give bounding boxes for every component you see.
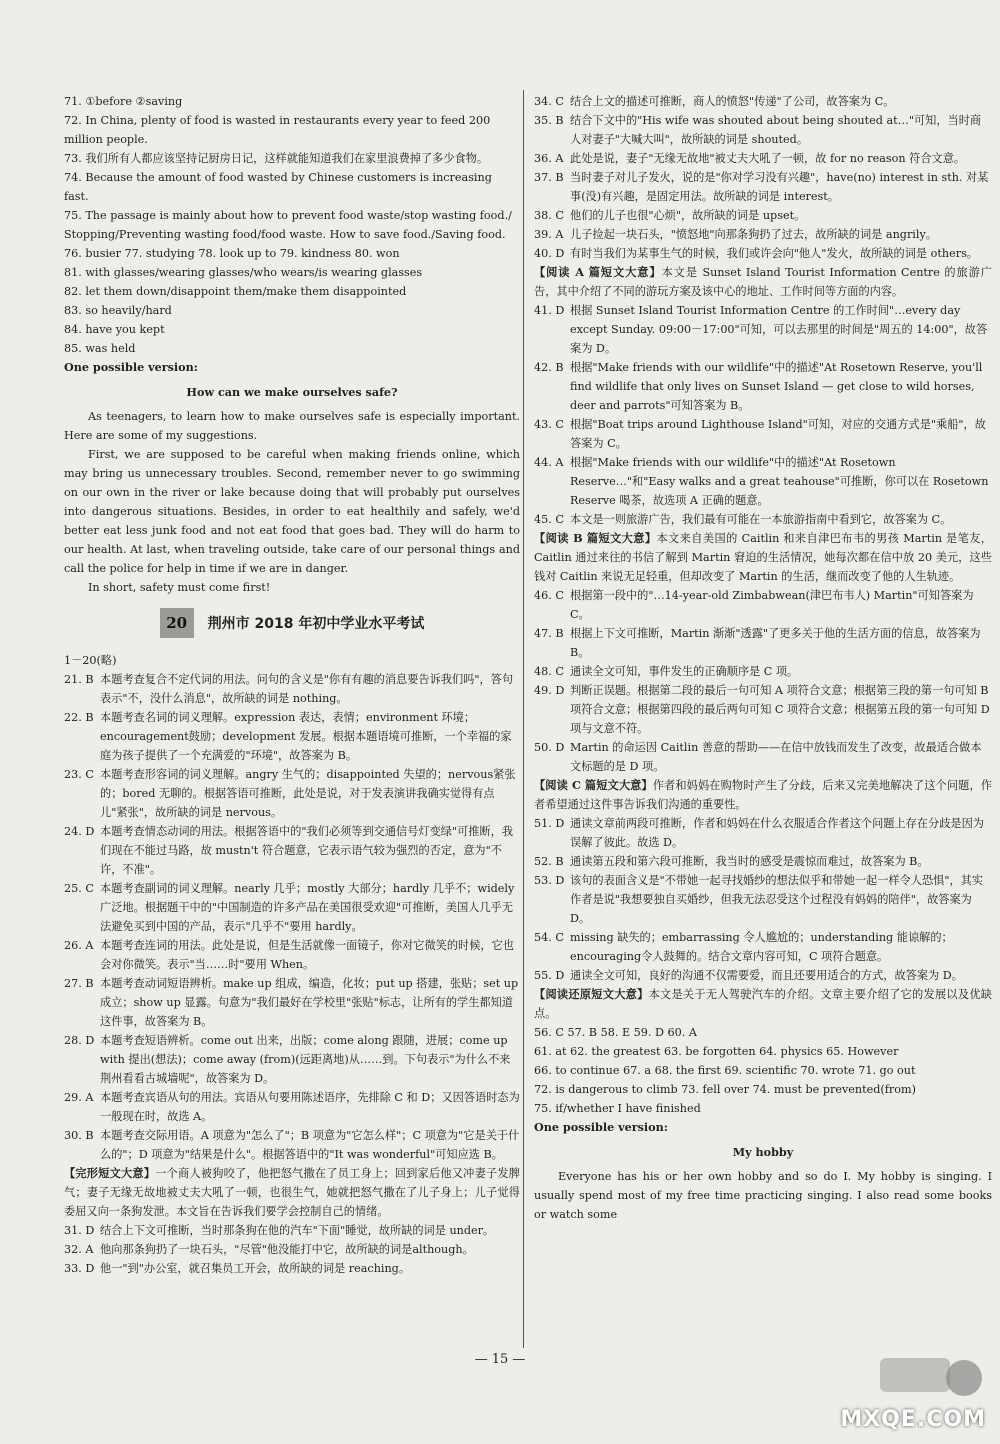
answer-line: 74. Because the amount of food wasted by Chinese customers is increasing fast. bbox=[64, 171, 492, 203]
answer-explanation: 当时妻子对儿子发火，说的是"你对学习没有兴趣"，have(no) interest in sth. 对某事(没)有兴趣，是固定用法。故所缺的词是 interest。 bbox=[570, 171, 989, 203]
possible-version-label: One possible version: bbox=[64, 360, 198, 374]
answer-key: 28. D bbox=[64, 1034, 95, 1047]
cloze-title: 【完形短文大意】 bbox=[64, 1166, 156, 1180]
answer-item bbox=[64, 1221, 520, 1240]
answer-key: 43. C bbox=[534, 418, 564, 431]
answer-explanation: 本题考查情态动词的用法。根据答语中的"我们必须等到交通信号灯变绿"可推断，我们现在不能过马路，故 mustn't 符合题意，它表示语气较为强烈的否定，意为"不许，不准"。 bbox=[100, 825, 514, 876]
answer-line: 83. so heavily/hard bbox=[64, 304, 172, 317]
answer-key: 52. B bbox=[534, 855, 564, 868]
answer-list-31-33 bbox=[64, 1221, 520, 1278]
answer-explanation: 根据第一段中的"…14-year-old Zimbabwean(津巴布韦人) Martin"可知答案为 C。 bbox=[570, 589, 974, 621]
answer-explanation: 通读全文可知，事件发生的正确顺序是 C 项。 bbox=[570, 665, 799, 678]
answer-key: 51. D bbox=[534, 817, 565, 830]
answer-item bbox=[534, 453, 992, 510]
answer-line: 75. if/whether I have finished bbox=[534, 1102, 701, 1115]
readC-text: 作者和妈妈在购物时产生了分歧，后来又完美地解决了这个问题，作者希望通过这件事告诉我们沟通的重要性。 bbox=[534, 779, 992, 811]
answer-key: 41. D bbox=[534, 304, 565, 317]
answer-line: 76. busier 77. studying 78. look up to 79. kindness 80. won bbox=[64, 247, 400, 260]
answer-line: 73. 我们所有人都应该坚持记厨房日记，这样就能知道我们在家里浪费掉了多少食物。 bbox=[64, 152, 489, 165]
answer-item bbox=[534, 624, 992, 662]
answer-key: 31. D bbox=[64, 1224, 95, 1237]
readR-title: 【阅读还原短文大意】 bbox=[534, 987, 649, 1001]
answer-line: 66. to continue 67. a 68. the first 69. scientific 70. wrote 71. go out bbox=[534, 1064, 916, 1077]
answer-item bbox=[64, 936, 520, 974]
answer-explanation: 通读全文可知，良好的沟通不仅需要爱，而且还要用适合的方式，故答案为 D。 bbox=[570, 969, 963, 982]
answer-key: 32. A bbox=[64, 1243, 94, 1256]
answer-key: 34. C bbox=[534, 95, 564, 108]
essay-paragraph: As teenagers, to learn how to make ourselves safe is especially important. Here are some of my suggestions. bbox=[64, 410, 520, 442]
answer-item bbox=[534, 206, 992, 225]
answer-line: 72. In China, plenty of food is wasted in restaurants every year to feed 200 million people. bbox=[64, 114, 491, 146]
answer-explanation: 根据"Make friends with our wildlife"中的描述"At Rosetown Reserve, you'll find wildlife that only lives on Sunset Island — get close to wild horses, deer and parrots"可知答案为 B。 bbox=[570, 361, 983, 412]
page-number: — 15 — bbox=[474, 1352, 526, 1367]
answer-item bbox=[534, 358, 992, 415]
left-column bbox=[64, 92, 520, 1278]
answer-item bbox=[64, 1240, 520, 1259]
answer-explanation: 通读第五段和第六段可推断，我当时的感受是震惊而难过，故答案为 B。 bbox=[570, 855, 929, 868]
answer-explanation: 本题考查名词的词义理解。expression 表达，表情；environment 环境；encouragement鼓励；development 发展。根据本题语境可推断，一个幸福的家庭为孩子提供了一个充满爱的"环境"，故答案为 B。 bbox=[100, 711, 512, 762]
answer-key: 55. D bbox=[534, 969, 565, 982]
readA-summary bbox=[534, 263, 992, 301]
answer-key: 26. A bbox=[64, 939, 94, 952]
answer-key: 50. D bbox=[534, 741, 565, 754]
answer-line: 81. with glasses/wearing glasses/who wears/is wearing glasses bbox=[64, 266, 423, 279]
essay-title: How can we make ourselves safe? bbox=[186, 385, 398, 399]
exam-header bbox=[64, 605, 520, 641]
answer-explanation: 本文是一则旅游广告，我们最有可能在一本旅游指南中看到它，故答案为 C。 bbox=[570, 513, 952, 526]
answer-explanation: 他向那条狗扔了一块石头，"尽管"他没能打中它，故所缺的词是although。 bbox=[100, 1243, 474, 1256]
answer-explanation: 本题考查副词的词义理解。nearly 几乎；mostly 大部分；hardly 几乎不；widely 广泛地。根据题干中的"中国制造的许多产品在美国很受欢迎"可推断，美国人几乎无法避免买到中国的产品，表示"几乎不"要用 hardly。 bbox=[100, 882, 515, 933]
answer-list-51-55 bbox=[534, 814, 992, 985]
answer-key: 36. A bbox=[534, 152, 564, 165]
answer-key: 22. B bbox=[64, 711, 94, 724]
column-divider bbox=[523, 90, 524, 1348]
answer-item bbox=[534, 92, 992, 111]
answer-explanation: 通读文章前两段可推断，作者和妈妈在什么衣服适合作者这个问题上存在分歧是因为误解了彼此。故选 D。 bbox=[570, 817, 984, 849]
watermark-text: MXQE.COM bbox=[840, 1407, 986, 1432]
answer-key: 25. C bbox=[64, 882, 94, 895]
answer-key: 44. A bbox=[534, 456, 564, 469]
essay-title-2: My hobby bbox=[732, 1145, 794, 1159]
answer-item bbox=[534, 738, 992, 776]
answer-explanation: 有时当我们为某事生气的时候，我们或许会向"他人"发火，故所缺的词是 others。 bbox=[570, 247, 978, 260]
answers-71-85 bbox=[64, 92, 520, 358]
answer-key: 21. B bbox=[64, 673, 94, 686]
answer-explanation: 他一"到"办公室，就召集员工开会，故所缺的词是 reaching。 bbox=[100, 1262, 411, 1275]
answers-56-75 bbox=[534, 1023, 992, 1118]
answer-item bbox=[534, 586, 992, 624]
readC-summary bbox=[534, 776, 992, 814]
answer-key: 47. B bbox=[534, 627, 564, 640]
answer-explanation: 他们的儿子也很"心烦"，故所缺的词是 upset。 bbox=[570, 209, 806, 222]
exam-number-badge: 20 bbox=[160, 608, 194, 638]
answer-item bbox=[64, 879, 520, 936]
answer-key: 35. B bbox=[534, 114, 564, 127]
essay-body bbox=[64, 407, 520, 597]
readC-title: 【阅读 C 篇短文大意】 bbox=[534, 778, 653, 792]
answer-explanation: 本题考查连词的用法。此处是说，但是生活就像一面镜子，你对它微笑的时候，它也会对你微笑。表示"当……时"要用 When。 bbox=[100, 939, 514, 971]
answer-item bbox=[64, 1126, 520, 1164]
answer-list-34-40 bbox=[534, 92, 992, 263]
answer-list-46-50 bbox=[534, 586, 992, 776]
answer-item bbox=[534, 814, 992, 852]
answer-explanation: 结合上下文可推断，当时那条狗在他的汽车"下面"睡觉，故所缺的词是 under。 bbox=[100, 1224, 495, 1237]
answer-line: 72. is dangerous to climb 73. fell over 74. must be prevented(from) bbox=[534, 1083, 916, 1096]
answer-key: 54. C bbox=[534, 931, 564, 944]
answer-item bbox=[534, 510, 992, 529]
essay-paragraph: In short, safety must come first! bbox=[88, 581, 271, 594]
answer-item bbox=[534, 149, 992, 168]
answer-line: 56. C 57. B 58. E 59. D 60. A bbox=[534, 1026, 697, 1039]
answer-item bbox=[64, 708, 520, 765]
answer-item bbox=[64, 1259, 520, 1278]
answer-item bbox=[534, 662, 992, 681]
answer-explanation: 本题考查形容词的词义理解。angry 生气的；disappointed 失望的；nervous紧张的；bored 无聊的。根据答语可推断，此处是说，对于发表演讲我确实觉得有点儿"紧张"，故所缺的词是 nervous。 bbox=[100, 768, 516, 819]
answer-line: 61. at 62. the greatest 63. be forgotten 64. physics 65. However bbox=[534, 1045, 899, 1058]
answer-item bbox=[534, 928, 992, 966]
answer-key: 30. B bbox=[64, 1129, 94, 1142]
answer-key: 46. C bbox=[534, 589, 564, 602]
answer-explanation: 结合上文的描述可推断，商人的愤怒"传递"了公司，故答案为 C。 bbox=[570, 95, 895, 108]
answer-explanation: 根据 Sunset Island Tourist Information Centre 的工作时间"…every day except Sunday. 09:00－17:00"可知，可以去那里的时间是"周五的 14:00"，故答案为 D。 bbox=[570, 304, 988, 355]
exam-title: 荆州市 2018 年初中学业水平考试 bbox=[207, 616, 425, 632]
answer-explanation: 根据"Boat trips around Lighthouse Island"可知，对应的交通方式是"乘船"，故答案为 C。 bbox=[570, 418, 986, 450]
answer-item bbox=[534, 111, 992, 149]
answer-key: 38. C bbox=[534, 209, 564, 222]
answer-item bbox=[64, 670, 520, 708]
answer-key: 48. C bbox=[534, 665, 564, 678]
answer-item bbox=[534, 168, 992, 206]
readB-text: 本文来自美国的 Caitlin 和来自津巴布韦的男孩 Martin 是笔友，Caitlin 通过来往的书信了解到 Martin 窘迫的生活情况，她每次都在信中放 20 美元，这些钱对 Caitlin 来说无足轻重，但却改变了 Martin 的生活，继而改变了他的人生轨迹。 bbox=[534, 532, 992, 583]
answer-key: 33. D bbox=[64, 1262, 95, 1275]
omit-line: 1－20(略) bbox=[64, 654, 117, 667]
answer-item bbox=[64, 974, 520, 1031]
answer-list-41-45 bbox=[534, 301, 992, 529]
answer-explanation: 本题考查复合不定代词的用法。问句的含义是"你有有趣的消息要告诉我们吗"，答句表示"不，没什么消息"，故所缺的词是 nothing。 bbox=[100, 673, 514, 705]
answer-key: 24. D bbox=[64, 825, 95, 838]
answer-key: 40. D bbox=[534, 247, 565, 260]
answer-explanation: 根据"Make friends with our wildlife"中的描述"At Rosetown Reserve…"和"Easy walks and a great teahouse"可推断，你可以在 Rosetown Reserve 喝茶，故选项 A 正确的题意。 bbox=[570, 456, 989, 507]
answer-line: 71. ①before ②saving bbox=[64, 95, 183, 108]
answer-line: 82. let them down/disappoint them/make them disappointed bbox=[64, 285, 407, 298]
essay-paragraph: First, we are supposed to be careful when making friends online, which may bring us unnecessary troubles. Second, remember never to go swimming on our own in the river or lake because doing that will probably put ourselves into dangerous situations. Besides, in order to eat healthily and safely, we'd better eat less junk food and not eat food that goes bad. They will do harm to our health. At last, when traveling outside, take care of our personal things and call the police for help in time if we are in danger. bbox=[64, 448, 520, 575]
answer-key: 39. A bbox=[534, 228, 564, 241]
answer-explanation: 结合下文中的"His wife was shouted about being shouted at…"可知，当时商人对妻子"大喊大叫"，故所缺的词是 shouted。 bbox=[570, 114, 982, 146]
answer-explanation: 本题考查短语辨析。come out 出来，出版；come along 跟随，进展；come up with 提出(想法)；come away (from)(远距离地)从……到。下句表示"为什么不来荆州看看古城墙呢"，故答案为 D。 bbox=[100, 1034, 511, 1085]
right-column bbox=[534, 92, 992, 1224]
answer-explanation: 该句的表面含义是"不带她一起寻找婚纱的想法似乎和带她一起一样令人恐惧"，其实作者是说"我想要独自买婚纱，但我无法忍受这个过程没有妈妈的陪伴"，故答案为 D。 bbox=[570, 874, 984, 925]
answer-key: 45. C bbox=[534, 513, 564, 526]
answer-item bbox=[534, 244, 992, 263]
answer-key: 49. D bbox=[534, 684, 565, 697]
readA-text: 本文是 Sunset Island Tourist Information Centre 的旅游广告，其中介绍了不同的游玩方案及该中心的地址、工作时间等方面的内容。 bbox=[534, 266, 992, 298]
answer-key: 37. B bbox=[534, 171, 564, 184]
readB-summary bbox=[534, 529, 992, 586]
cloze-summary bbox=[64, 1164, 520, 1221]
answer-explanation: Martin 的命运因 Caitlin 善意的帮助——在信中放钱而发生了改变，故最适合做本文标题的是 D 项。 bbox=[570, 741, 982, 773]
answer-line: 75. The passage is mainly about how to prevent food waste/stop wasting food./ Stopping/Preventing wasting food/food waste. How to save food./Saving food. bbox=[64, 209, 512, 241]
answer-item bbox=[534, 871, 992, 928]
answer-item bbox=[64, 822, 520, 879]
readR-text: 本文是关于无人驾驶汽车的介绍。文章主要介绍了它的发展以及优缺点。 bbox=[534, 988, 992, 1020]
possible-version-label-2: One possible version: bbox=[534, 1120, 668, 1134]
readB-title: 【阅读 B 篇短文大意】 bbox=[534, 531, 657, 545]
answer-item bbox=[534, 415, 992, 453]
answer-item bbox=[64, 1031, 520, 1088]
answer-item bbox=[534, 852, 992, 871]
readA-title: 【阅读 A 篇短文大意】 bbox=[534, 265, 662, 279]
answer-line: 85. was held bbox=[64, 342, 136, 355]
answer-list-21-30 bbox=[64, 670, 520, 1164]
answer-key: 29. A bbox=[64, 1091, 94, 1104]
answer-item bbox=[64, 765, 520, 822]
answer-item bbox=[534, 681, 992, 738]
answer-item bbox=[534, 966, 992, 985]
answer-key: 42. B bbox=[534, 361, 564, 374]
answer-item bbox=[64, 1088, 520, 1126]
essay-body-2: Everyone has his or her own hobby and so do I. My hobby is singing. I usually spend most of my free time practicing singing. I also read some books or watch some bbox=[534, 1170, 992, 1221]
answer-item bbox=[534, 225, 992, 244]
readR-summary bbox=[534, 985, 992, 1023]
cloze-text: 一个商人被狗咬了，他把怒气撒在了员工身上；回到家后他又冲妻子发脾气；妻子无缘无故地被丈夫大吼了一顿，也很生气，她就把怒气撒在了儿子身上；儿子觉得委屈又向一条狗发泄。本文旨在告诉我们要学会控制自己的情绪。 bbox=[64, 1167, 520, 1218]
answer-key: 23. C bbox=[64, 768, 94, 781]
answer-key: 53. D bbox=[534, 874, 565, 887]
answer-explanation: 本题考查交际用语。A 项意为"怎么了"；B 项意为"它怎么样"；C 项意为"它是关于什么的"；D 项意为"结果是什么"。根据答语中的"It was wonderful"可知应选 B。 bbox=[100, 1129, 520, 1161]
answer-explanation: 本题考查动词短语辨析。make up 组成，编造，化妆；put up 搭建，张贴；set up 成立；show up 显露。句意为"我们最好在学校里"张贴"标志，让所有的学生都知道这件事，故答案为 B。 bbox=[100, 977, 519, 1028]
answer-explanation: 此处是说，妻子"无缘无故地"被丈夫大吼了一顿，故 for no reason 符合文意。 bbox=[570, 152, 966, 165]
answer-explanation: 本题考查宾语从句的用法。宾语从句要用陈述语序，先排除 C 和 D；又因答语时态为一般现在时，故选 A。 bbox=[100, 1091, 520, 1123]
answer-key: 27. B bbox=[64, 977, 94, 990]
answer-item bbox=[534, 301, 992, 358]
answer-explanation: 儿子捡起一块石头，"愤怒地"向那条狗扔了过去，故所缺的词是 angrily。 bbox=[570, 228, 937, 241]
answer-line: 84. have you kept bbox=[64, 323, 165, 336]
answer-explanation: 根据上下文可推断，Martin 渐渐"透露"了更多关于他的生活方面的信息，故答案为 B。 bbox=[570, 627, 981, 659]
answer-explanation: 判断正误题。根据第二段的最后一句可知 A 项符合文意；根据第三段的第一句可知 B 项符合文意；根据第四段的最后两句可知 C 项符合文意；根据第五段的第一句可知 D 项与文意不符。 bbox=[570, 684, 990, 735]
answer-explanation: missing 缺失的；embarrassing 令人尴尬的；understanding 能谅解的；encouraging令人鼓舞的。结合文章内容可知，C 项符合题意。 bbox=[570, 931, 953, 963]
